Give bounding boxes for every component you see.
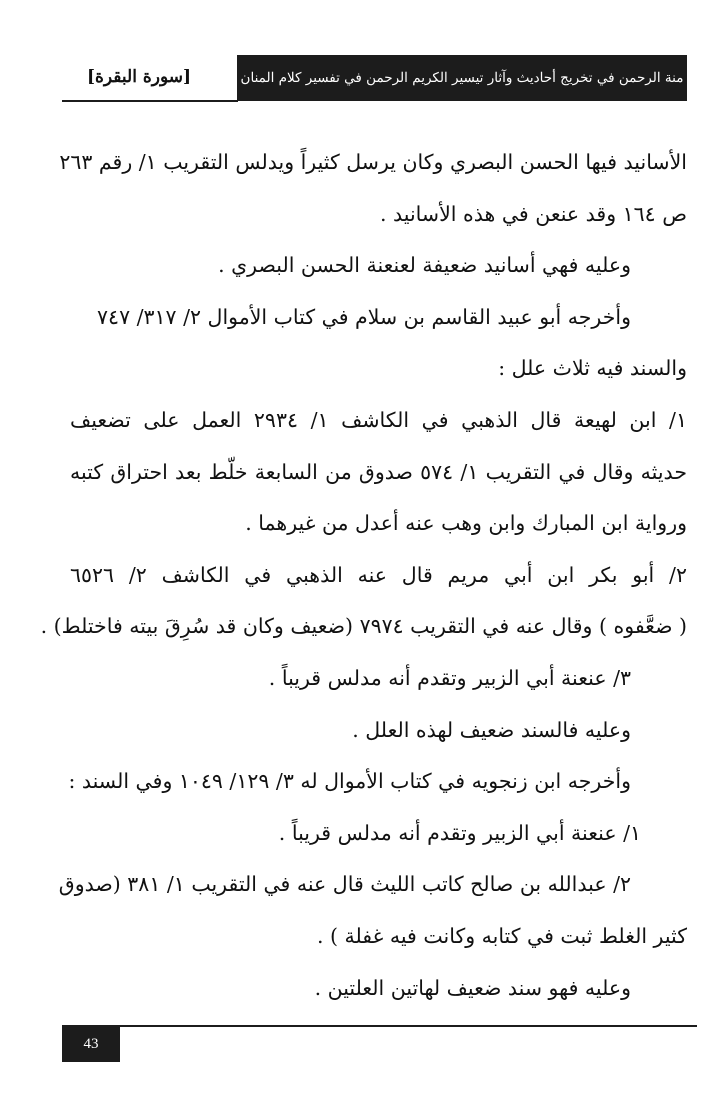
body-line: ٣/ عنعنة أبي الزبير وتقدم أنه مدلس قريباً . bbox=[268, 665, 631, 690]
body-line: وعليه فهي أسانيد ضعيفة لعنعنة الحسن البصري . bbox=[218, 253, 631, 278]
body-line: الأسانيد فيها الحسن البصري وكان يرسل كثيراً ويدلس التقريب ١/ رقم ٢٦٣ bbox=[59, 150, 687, 174]
surah-label: [سورة البقرة] bbox=[86, 67, 192, 87]
body-line: وأخرجه ابن زنجويه في كتاب الأموال له ٣/ ١٢٩/ ١٠٤٩ وفي السند : bbox=[68, 769, 631, 794]
body-line: ٢/ عبدالله بن صالح كاتب الليث قال عنه في التقريب ١/ ٣٨١ (صدوق bbox=[58, 872, 631, 897]
body-line: ورواية ابن المبارك وابن وهب عنه أعدل من غيرهما . bbox=[245, 511, 687, 536]
body-line: ص ١٦٤ وقد عنعن في هذه الأسانيد . bbox=[379, 201, 687, 226]
body-line: حديثه وقال في التقريب ١/ ٥٧٤ صدوق من السابعة خلّط بعد احتراق كتبه bbox=[70, 459, 687, 484]
body-line: كثير الغلط ثبت في كتابه وكانت فيه غفلة ) . bbox=[316, 923, 687, 948]
running-header bbox=[62, 55, 687, 101]
body-line: وأخرجه أبو عبيد القاسم بن سلام في كتاب الأموال ٢/ ٣١٧/ ٧٤٧ bbox=[97, 304, 631, 329]
body-line: ٢/ أبو بكر ابن أبي مريم قال عنه الذهبي في الكاشف ٢/ ٦٥٢٦ bbox=[70, 562, 687, 587]
body-line: والسند فيه ثلاث علل : bbox=[498, 356, 687, 381]
body-line: وعليه فالسند ضعيف لهذه العلل . bbox=[352, 717, 631, 742]
footer-rule bbox=[62, 1025, 697, 1027]
body-line: ( ضعَّفوه ) وقال عنه في التقريب ٧٩٧٤ (ضعيف وكان قد سُرِقَ بيته فاختلط) . bbox=[40, 614, 687, 639]
page-number: 43 bbox=[62, 1027, 120, 1062]
body-line: ١/ عنعنة أبي الزبير وتقدم أنه مدلس قريباً . bbox=[278, 820, 641, 845]
header-rule bbox=[62, 100, 238, 102]
page-body bbox=[40, 137, 687, 1014]
book-title: منة الرحمن في تخريج أحاديث وآثار تيسير الكريم الرحمن في تفسير كلام المنان bbox=[237, 55, 687, 101]
body-line: وعليه فهو سند ضعيف لهاتين العلتين . bbox=[314, 975, 631, 1000]
body-line: ١/ ابن لهيعة قال الذهبي في الكاشف ١/ ٢٩٣٤ العمل على تضعيف bbox=[70, 407, 687, 432]
